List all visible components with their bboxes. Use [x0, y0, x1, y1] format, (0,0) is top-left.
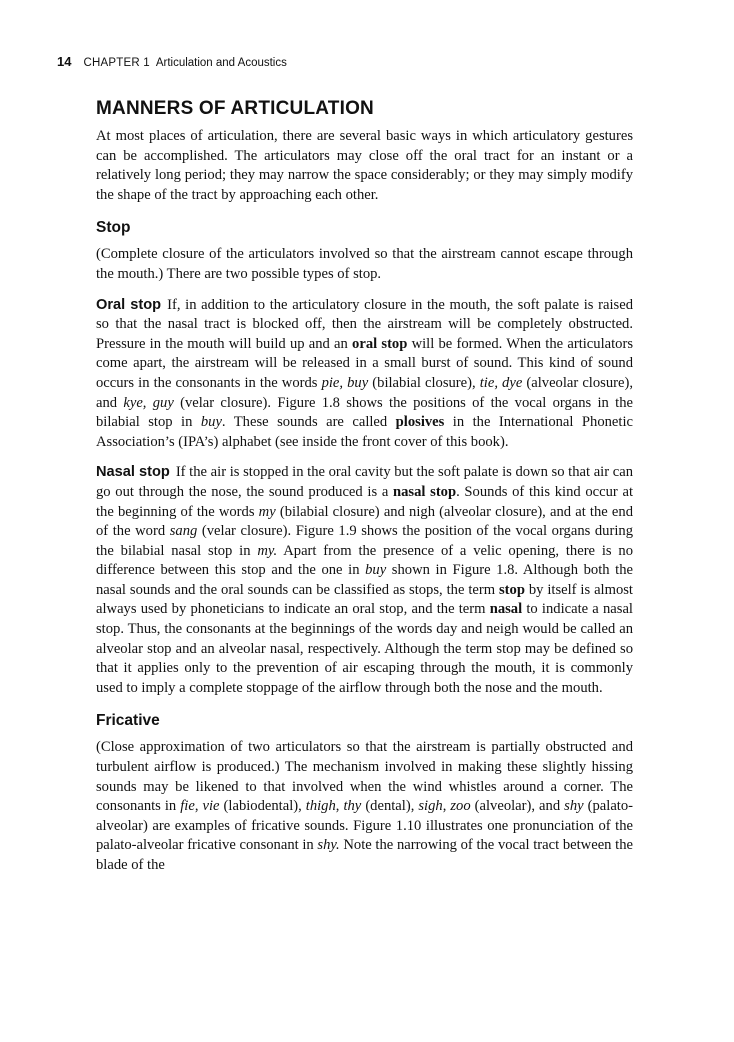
term-nasal: nasal — [489, 601, 523, 618]
term-stop: stop — [498, 581, 525, 598]
section-intro-paragraph: At most places of articulation, there are several basic ways in which articulatory gestures can be accomplished. The articulators may close off the oral tract for an instant or a relatively long period; they may narrow the space considerably; or they may simply modify the shape of the tract by approaching each other. — [96, 128, 633, 203]
oral-stop-runin-heading: Oral stop — [96, 296, 162, 313]
page-number: 14 — [57, 54, 72, 69]
nasal-stop-runin-heading: Nasal stop — [96, 464, 170, 481]
page-content — [96, 98, 633, 876]
nasal-stop-paragraph: Nasal stop If the air is stopped in the oral cavity but the soft palate is down so that air can go out through the nose, the sound produced is a nasal stop. Sounds of this kind occur at the beginning of the words my (bilabial closure) and nigh (alveolar closure), and at the end of the word sang (velar closure). Figure 1.9 shows the position of the vocal organs during the bilabial nasal stop in my. Apart from the presence of a velic opening, there is no difference between this stop and the one in buy shown in Figure 1.8. Although both the nasal sounds and the oral sounds can be classified as stops, the term stop by itself is almost always used by phoneticians to indicate an oral stop, and the term nasal to indicate a nasal stop. Thus, the consonants at the beginnings of the words day and neigh would be called an alveolar stop and an alveolar nasal, respectively. Although the term stop may be defined so that it applies only to the prevention of air escaping through the mouth, it is commonly used to imply a complete stoppage of the airflow through both the nose and the mouth. — [96, 464, 634, 696]
chapter-title: Articulation and Acoustics — [155, 57, 287, 69]
section-heading: MANNERS OF ARTICULATION — [96, 98, 374, 119]
stop-intro-paragraph: (Complete closure of the articulators involved so that the airstream cannot escape through the mouth.) There are two possible types of stop. — [96, 246, 633, 282]
fricative-heading: Fricative — [96, 712, 160, 730]
term-oral-stop: oral stop — [352, 335, 408, 352]
fricative-paragraph: (Close approximation of two articulators so that the airstream is partially obstructed and turbulent airflow is produced.) The mechanism involved in making these slightly hissing sounds may be likened to that involved when the wind whistles around a corner. The consonants in fie, vie (labiodental), thigh, thy (dental), sigh, zoo (alveolar), and shy (palato-alveolar) are examples of fricative sounds. Figure 1.10 illustrates one pronunciation of the palato-alveolar fricative consonant in shy. Note the narrowing of the vocal tract between the blade of the — [96, 739, 634, 873]
term-plosives: plosives — [395, 414, 445, 431]
stop-heading: Stop — [96, 219, 131, 237]
term-nasal-stop: nasal stop — [393, 483, 457, 500]
oral-stop-paragraph: Oral stop If, in addition to the articulatory closure in the mouth, the soft palate is raised so that the nasal tract is blocked off, then the airstream will be completely obstructed. Pressure in the mouth will build up and an oral stop will be formed. When the articulators come apart, the airstream will be released in a small burst of sound. This kind of sound occurs in the consonants in the words pie, buy (bilabial closure), tie, dye (alveolar closure), and kye, guy (velar closure). Figure 1.8 shows the positions of the vocal organs in the bilabial stop in buy. These sounds are called plosives in the International Phonetic Association’s (IPA’s) alphabet (see inside the front cover of this book). — [96, 296, 633, 450]
chapter-label: CHAPTER 1 — [83, 57, 150, 69]
running-head — [57, 54, 287, 69]
